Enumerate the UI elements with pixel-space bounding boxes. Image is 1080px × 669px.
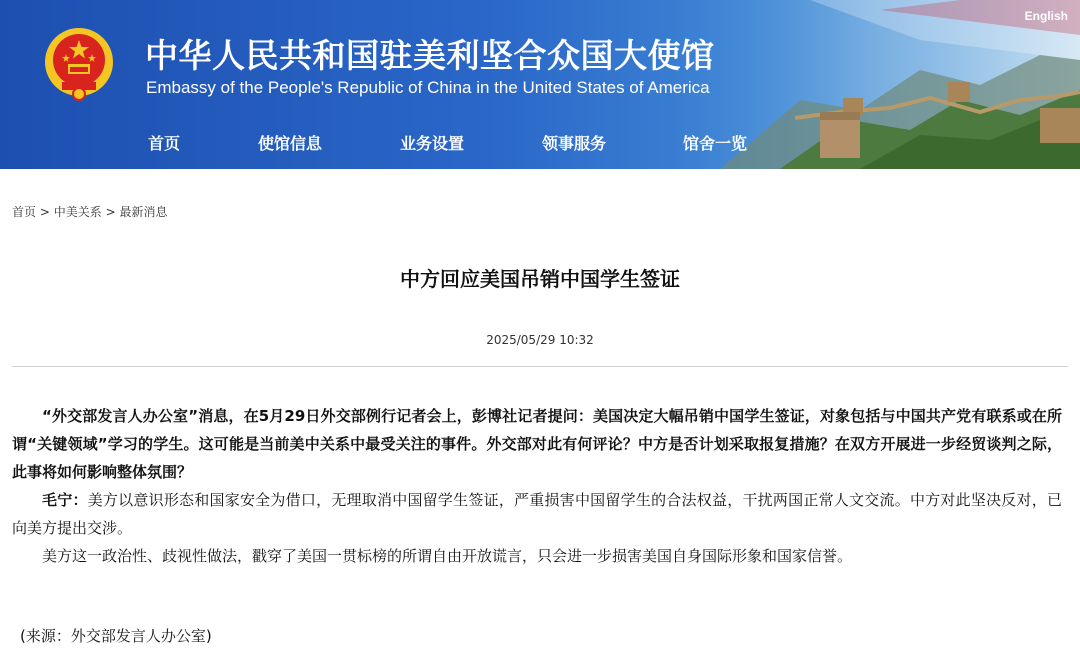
nav-item-premises[interactable]: 馆舍一览: [683, 134, 748, 153]
answer-text: 美方以意识形态和国家安全为借口，无理取消中国留学生签证，严重损害中国留学生的合法权益，干扰两国正常人文交流。中方对此坚决反对，已向美方提出交涉。: [12, 491, 1062, 537]
article-source: (来源：外交部发言人办公室): [20, 627, 212, 645]
article-body: [12, 402, 1062, 570]
article-title: 中方回应美国吊销中国学生签证: [400, 267, 680, 291]
answer-paragraph-2: 美方这一政治性、歧视性做法，戳穿了美国一贯标榜的所谓自由开放谎言，只会进一步损害美国自身国际形象和国家信誉。: [42, 547, 853, 565]
breadcrumb-separator: >: [105, 205, 116, 219]
answer-paragraph: [12, 486, 1062, 542]
breadcrumb-latest-news[interactable]: 最新消息: [119, 205, 168, 219]
nav-item-embassy-info[interactable]: 使馆信息: [258, 134, 323, 153]
nav-item-home[interactable]: 首页: [148, 134, 181, 153]
question-paragraph: “外交部发言人办公室”消息，在5月29日外交部例行记者会上，彭博社记者提问：美国决定大幅吊销中国学生签证，对象包括与中国共产党有联系或在所谓“关键领域”学习的学生。这可能是当前美中关系中最受关注的事件。外交部对此有何评论？中方是否计划采取报复措施？在双方开展进一步经贸谈判之际，此事将如何影响整体氛围？: [12, 407, 1062, 481]
english-language-link[interactable]: English: [1024, 9, 1068, 23]
site-header: [0, 0, 1080, 169]
breadcrumb-us-china-relations[interactable]: 中美关系: [53, 205, 102, 219]
site-title-cn: 中华人民共和国驻美利坚合众国大使馆: [145, 36, 715, 75]
article-date: 2025/05/29 10:32: [486, 333, 594, 347]
site-title-en: Embassy of the People's Republic of China in the United States of America: [146, 78, 710, 97]
nav-item-business[interactable]: 业务设置: [400, 134, 465, 153]
breadcrumb-separator: >: [39, 205, 50, 219]
breadcrumb-home[interactable]: 首页: [12, 205, 37, 219]
nav-item-consular[interactable]: 领事服务: [542, 134, 607, 153]
national-emblem-icon: [42, 24, 116, 104]
title-divider: [12, 366, 1068, 367]
speaker-label: 毛宁：: [42, 491, 88, 509]
breadcrumb: [12, 203, 167, 220]
